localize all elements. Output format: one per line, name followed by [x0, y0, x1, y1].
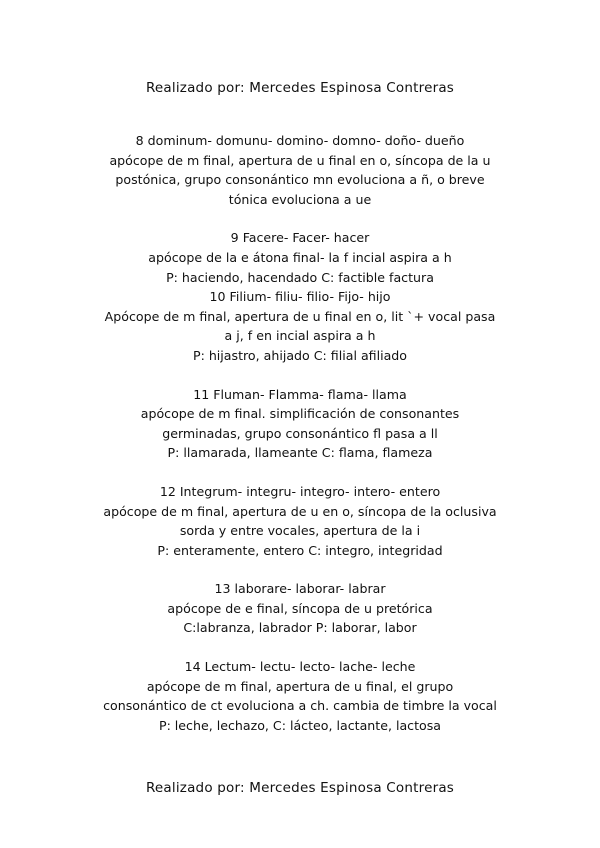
entry-line: apócope de m final. simplificación de consonantes: [140, 406, 460, 422]
paragraph-gap: [0, 463, 600, 482]
document-body: [0, 131, 600, 735]
entry-line: apócope de la e átona final- la f incial aspira a h: [148, 249, 452, 265]
author-heading-top: Realizado por: Mercedes Espinosa Contreras: [145, 80, 455, 96]
entry-line: 13 laborare- laborar- labrar: [214, 581, 386, 597]
entry-10: [0, 287, 600, 365]
entry-line: 14 Lectum- lectu- lecto- lache- leche: [184, 659, 416, 675]
entry-line: germinadas, grupo consonántico fl pasa a ll: [162, 425, 438, 441]
entry-12: [0, 482, 600, 560]
entry-line: consonántico de ct evoluciona a ch. cambia de timbre la vocal: [103, 698, 497, 714]
entry-line: tónica evoluciona a ue: [228, 191, 372, 207]
entry-line: postónica, grupo consonántico mn evoluciona a ñ, o breve: [115, 172, 485, 188]
entry-line: 12 Integrum- integru- integro- intero- entero: [159, 483, 441, 499]
entry-line: P: haciendo, hacendado C: factible factura: [166, 269, 434, 285]
entry-line: 9 Facere- Facer- hacer: [230, 230, 370, 246]
entry-line: P: hijastro, ahijado C: filial afiliado: [192, 347, 408, 363]
paragraph-gap: [0, 366, 600, 385]
entry-14: [0, 657, 600, 735]
entry-line: a j, f en incial aspira a h: [224, 328, 376, 344]
entry-line: P: llamarada, llameante C: flama, flameza: [167, 445, 433, 461]
entry-line: apócope de e final, síncopa de u pretórica: [167, 600, 433, 616]
entry-line: 8 dominum- domunu- domino- domno- doño- dueño: [135, 133, 465, 148]
entry-line: P: leche, lechazo, C: lácteo, lactante, lactosa: [158, 717, 442, 733]
entry-line: sorda y entre vocales, apertura de la i: [179, 523, 421, 539]
entry-13: [0, 579, 600, 638]
entry-line: C:labranza, labrador P: laborar, labor: [183, 620, 417, 636]
entry-11: [0, 385, 600, 463]
entry-line: Apócope de m final, apertura de u final en o, lit `+ vocal pasa: [104, 308, 496, 324]
entry-line: P: enteramente, entero C: integro, integridad: [157, 542, 443, 558]
entry-9: [0, 228, 600, 287]
entry-8: [0, 131, 600, 209]
paragraph-gap: [0, 560, 600, 579]
entry-line: 11 Fluman- Flamma- flama- llama: [193, 386, 407, 402]
entry-line: apócope de m final, apertura de u final en o, síncopa de la u: [109, 152, 491, 168]
paragraph-gap: [0, 638, 600, 657]
entry-line: 10 Filium- filiu- filio- Fijo- hijo: [209, 289, 391, 305]
entry-line: apócope de m final, apertura de u en o, síncopa de la oclusiva: [103, 503, 497, 519]
author-heading-bottom: Realizado por: Mercedes Espinosa Contreras: [145, 780, 455, 796]
entry-line: apócope de m final, apertura de u final, el grupo: [146, 678, 454, 694]
paragraph-gap: [0, 209, 600, 228]
